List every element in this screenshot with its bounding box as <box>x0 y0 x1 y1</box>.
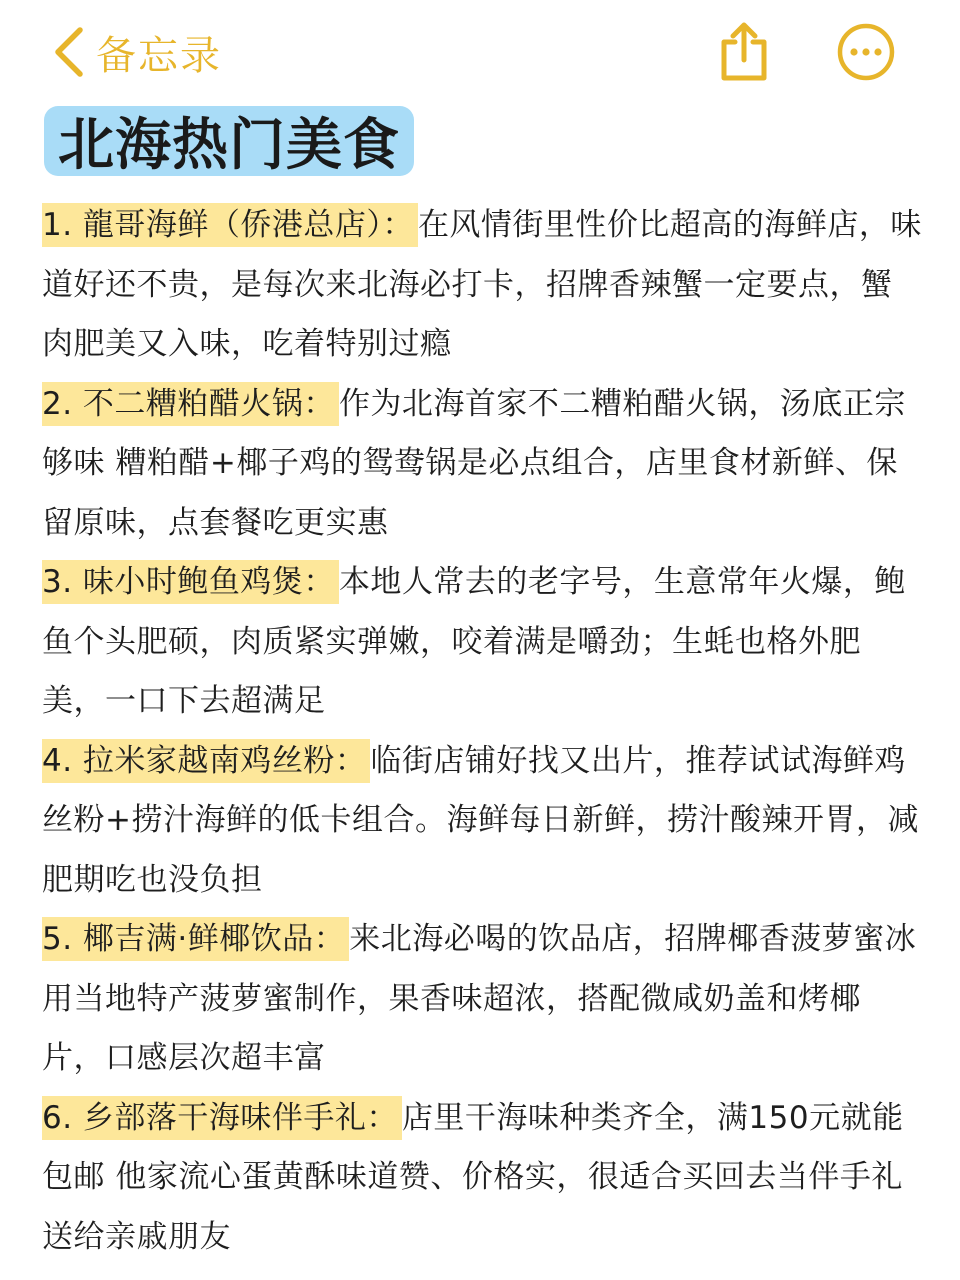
item-heading: 1. 龍哥海鲜（侨港总店）： <box>42 203 418 247</box>
note-body <box>42 196 922 1267</box>
back-button[interactable] <box>52 22 222 82</box>
item-heading: 3. 味小时鲍鱼鸡煲： <box>42 560 339 604</box>
item-body: 作为北海首家不二糟粕醋火锅，汤底正宗够味 糟粕醋+椰子鸡的鸳鸯锅是必点组合，店里食材新鲜、保留原味，点套餐吃更实惠 <box>42 385 906 541</box>
item-body: 本地人常去的老字号，生意常年火爆，鲍鱼个头肥硕，肉质紧实弹嫩，咬着满是嚼劲；生蚝也格外肥美，一口下去超满足 <box>42 564 906 719</box>
item-heading: 2. 不二糟粕醋火锅： <box>42 382 339 426</box>
chevron-left-icon <box>52 26 86 78</box>
list-item <box>42 196 922 375</box>
note-title: 北海热门美食 <box>58 113 400 178</box>
back-label: 备忘录 <box>96 32 222 79</box>
item-heading: 6. 乡部落干海味伴手礼： <box>42 1096 402 1140</box>
item-heading: 4. 拉米家越南鸡丝粉： <box>42 739 370 783</box>
more-button[interactable] <box>836 22 896 82</box>
item-body: 店里干海味种类齐全，满150元就能包邮 他家流心蛋黄酥味道赞、价格实，很适合买回去当伴手礼送给亲戚朋友 <box>42 1099 904 1255</box>
item-body: 临街店铺好找又出片，推荐试试海鲜鸡丝粉+捞汁海鲜的低卡组合。海鲜每日新鲜，捞汁酸辣开胃，减肥期吃也没负担 <box>42 742 919 898</box>
share-icon <box>716 20 772 84</box>
title-highlight <box>44 106 414 176</box>
share-button[interactable] <box>716 20 772 84</box>
nav-bar <box>0 0 960 100</box>
list-item <box>42 553 922 732</box>
list-item <box>42 910 922 1089</box>
list-item <box>42 375 922 554</box>
list-item <box>42 732 922 911</box>
more-icon <box>836 22 896 82</box>
item-body: 来北海必喝的饮品店，招牌椰香菠萝蜜冰用当地特产菠萝蜜制作，果香味超浓，搭配微咸奶盖和烤椰片，口感层次超丰富 <box>42 921 917 1076</box>
item-heading: 5. 椰吉满·鲜椰饮品： <box>42 917 349 961</box>
list-item <box>42 1089 922 1268</box>
item-body: 在风情街里性价比超高的海鲜店，味道好还不贵，是每次来北海必打卡，招牌香辣蟹一定要点，蟹肉肥美又入味，吃着特别过瘾 <box>42 207 922 362</box>
